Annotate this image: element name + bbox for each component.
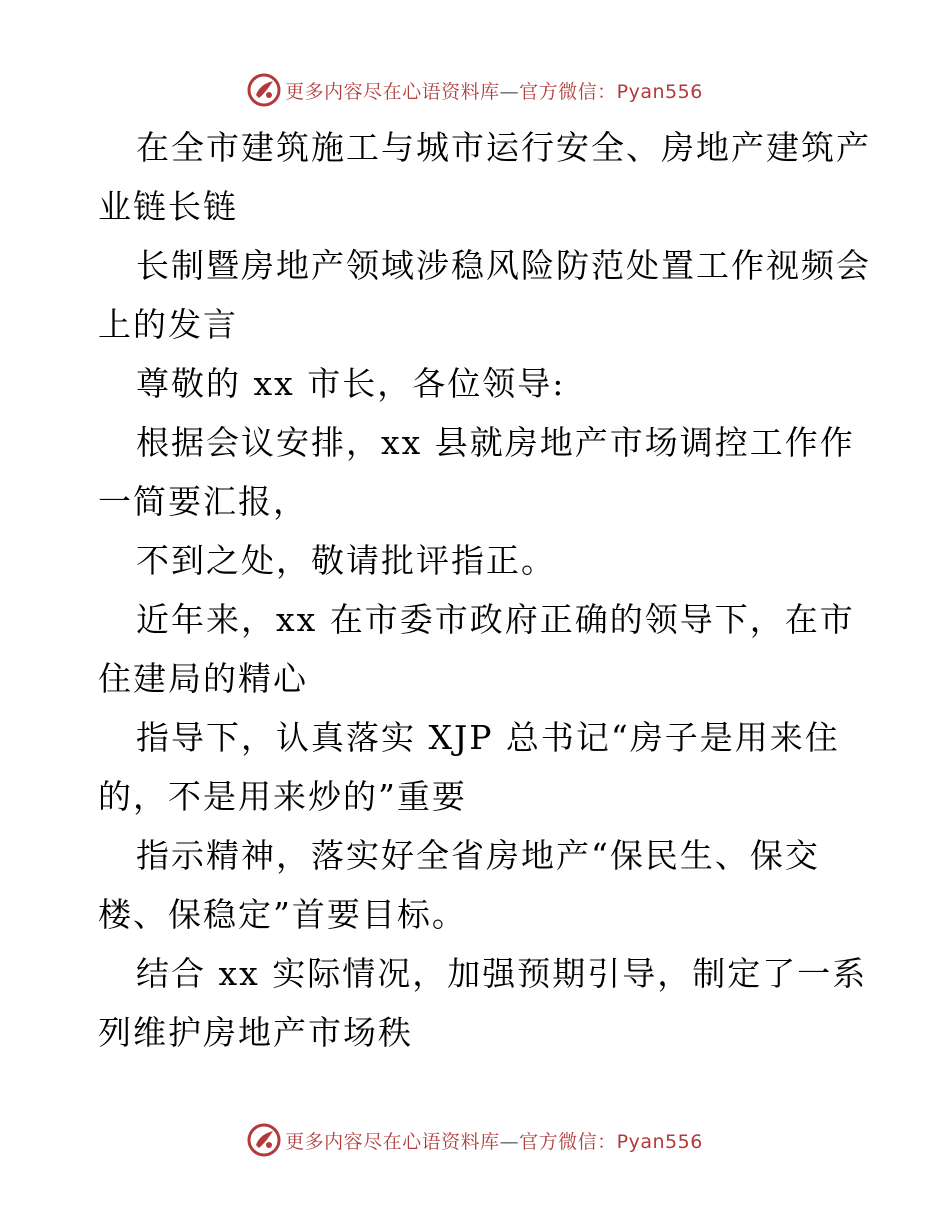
footer-text: 更多内容尽在心语资料库—官方微信：Pyan556: [285, 1130, 703, 1153]
doc-line: 指导下，认真落实 XJP 总书记“房子是用来住: [136, 718, 840, 757]
doc-line: 一简要汇报，: [98, 482, 308, 521]
doc-line: 近年来，xx 在市委市政府正确的领导下，在市: [136, 600, 855, 639]
doc-line: 列维护房地产市场秩: [98, 1013, 413, 1052]
doc-line: 不到之处，敬请批评指正。: [136, 541, 556, 580]
doc-line: 结合 xx 实际情况，加强预期引导，制定了一系: [136, 954, 868, 993]
footer-banner: [0, 1120, 950, 1160]
doc-line: 指示精神，落实好全省房地产“保民生、保交: [136, 836, 820, 875]
brush-seal-logo-icon: [247, 73, 281, 107]
doc-line: 在全市建筑施工与城市运行安全、房地产建筑产: [136, 128, 871, 167]
doc-line: 尊敬的 xx 市长，各位领导:: [136, 364, 566, 403]
doc-line: 长制暨房地产领域涉稳风险防范处置工作视频会: [136, 246, 871, 285]
doc-line: 根据会议安排，xx 县就房地产市场调控工作作: [136, 423, 855, 462]
brush-seal-logo-icon: [247, 1123, 281, 1157]
header-banner: [0, 70, 950, 110]
doc-line: 楼、保稳定”首要目标。: [98, 895, 467, 934]
doc-line: 住建局的精心: [98, 659, 308, 698]
document-body: [98, 118, 871, 1062]
doc-line: 上的发言: [98, 305, 238, 344]
doc-line: 业链长链: [98, 187, 238, 226]
doc-line: 的，不是用来炒的”重要: [98, 777, 467, 816]
header-text: 更多内容尽在心语资料库—官方微信：Pyan556: [285, 80, 703, 103]
